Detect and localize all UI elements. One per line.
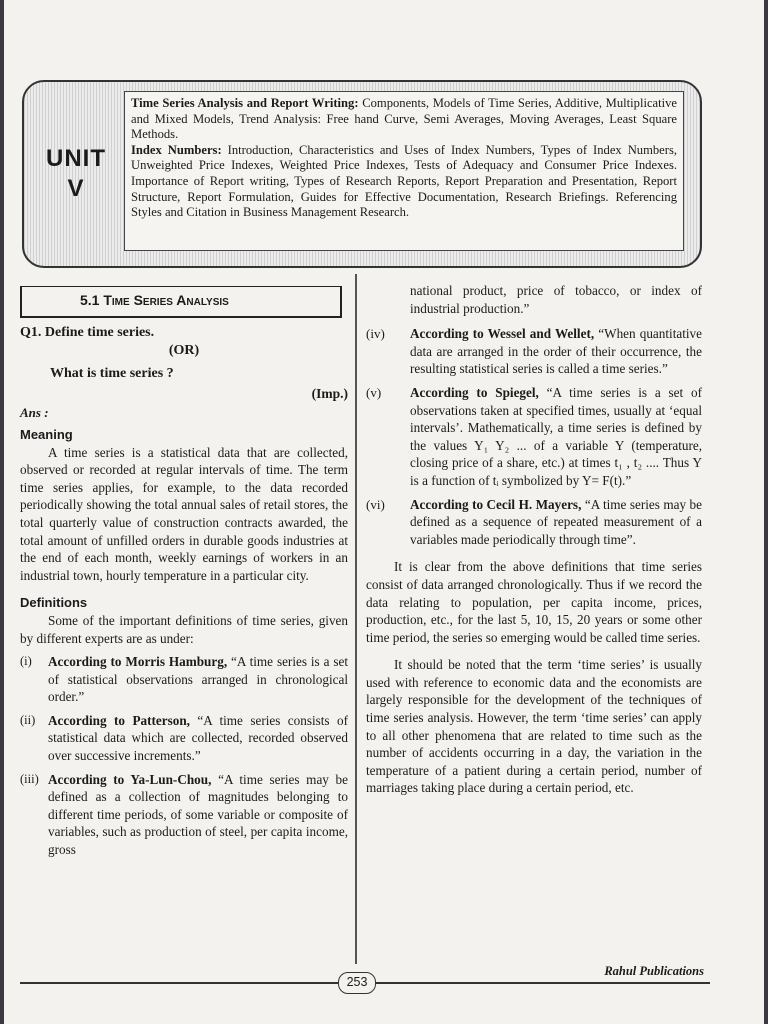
answer-label: Ans : [20,405,49,421]
definition-item [20,712,348,765]
page-number: 253 [338,972,376,994]
book-page [4,0,764,1024]
section-title: 5.1 Time Series Analysis [20,286,342,318]
definition-text: “A time series may be defined as a sequence of repeated measurement of a variables made periodically through time”. [410,496,703,547]
definition-number: (iii) [20,771,39,786]
definitions-heading: Definitions [20,595,88,611]
definition-item [366,325,702,378]
definition-text: “A time series is a set of observations taken at specified times, usually at ‘equal intervals’. Mathematically, a time series is defined by the values Y₁ Y₂ ... of a variable Y (temperature, closing price of a share, etc.) at times t₁ , t₂ .... Thus Y is a function of tᵢ symbolized by Y= F(t).” [410,384,702,488]
unit-label-number: V [67,175,85,202]
definition-item [366,384,702,490]
definition-author: According to Wessel and Wellet, [410,326,595,342]
left-column [20,276,348,859]
definition-number: (v) [366,384,382,400]
syllabus-topic1-text: Components, Models of Time Series, Additive, Multiplicative and Mixed Models, Trend Analysis: Free hand Curve, Semi Averages, Moving Averages, Least Square Methods. [131,96,678,142]
syllabus-topic2-title: Index Numbers: [131,142,222,157]
definition-number: (iv) [366,326,385,342]
question-heading: Q1. Define time series. [20,325,155,340]
definition-number: (i) [20,654,32,669]
definition-author: According to Morris Hamburg, [48,654,228,670]
unit-header-box [22,80,702,268]
body-paragraph: It is clear from the above definitions that time series consist of data arranged chronologically. Thus if we record the data relating to population, per capita income, prices, production, etc., for the last 5, 10, 15, 20 years or some other time period, the series so emerging would be called time series. [366,559,702,645]
definition-item [20,653,348,706]
unit-syllabus [124,91,684,251]
meaning-paragraph: A time series is a statistical data that are collected, observed or recorded at regular intervals of time. The term time series applies, for example, to the data recorded periodically showing the total annual sales of retail stores, the total quarterly value of construction contracts awarded, the total amount of unfilled orders in durable goods industries at the end of each month, weekly earnings of workers in an industrial town, hourly temperature in a particular city. [20,444,348,583]
definition-text: “A time series may be defined as a collection of magnitudes belonging to different time periods, of some variable or composite of variables, such as production of steel, per capita income, gross [48,771,349,858]
syllabus-topic2-text: Introduction, Characteristics and Uses of Index Numbers, Types of Index Numbers, Unweighted Price Indexes, Weighted Price Indexes, Tests of Adequacy and Consumer Price Indexes. Importance of Report writing, Types of Research Reports, Report Preparation and Presentation, Report Structure, Report Formulation, Guides for Effective Documentation, Research Briefings. Referencing Styles and Citation in Business Management Research. [131,142,678,220]
unit-label-word: UNIT [46,145,106,172]
column-divider [355,274,357,964]
publisher-name: Rahul Publications [604,964,704,978]
body-paragraph: It should be noted that the term ‘time series’ is usually used with reference to economic data and the economists are largely responsible for the development of the techniques of time series analysis. However, the term ‘time series’ can apply to all other phenomena that are related to time such as the number of accidents occurring in a day, the variation in the temperature of a patient during a certain period, number of marriages taking place during a certain period, etc. [366,657,702,796]
unit-label [34,144,118,204]
definition-item [20,771,348,859]
definition-author: According to Patterson, [48,712,190,728]
question-or: (OR) [168,342,200,358]
definition-text: “When quantitative data are arranged in the order of their occurrence, the resulting statistical series is called a time series.” [410,326,702,377]
meaning-heading: Meaning [20,426,73,442]
definition-author: According to Cecil H. Mayers, [410,496,582,512]
right-column [366,282,702,797]
definitions-intro: Some of the important definitions of time series, given by different experts are as under: [20,612,348,646]
syllabus-topic1-title: Time Series Analysis and Report Writing: [131,96,359,110]
definition-number: (vi) [366,496,385,512]
definition-item [366,496,702,549]
importance-tag: (Imp.) [311,385,348,401]
definition-author: According to Spiegel, [410,384,539,400]
definition-continuation: national product, price of tobacco, or index of industrial production.” [410,283,702,316]
definition-text: “A time series is a set of statistical observations arranged in chronological order.” [48,654,348,705]
question-alternate: What is time series ? [50,366,174,382]
definition-number: (ii) [20,712,36,727]
definition-author: According to Ya-Lun-Chou, [48,771,212,787]
definition-text: “A time series consists of statistical data which are collected, recorded observed over successive increments.” [48,712,348,764]
